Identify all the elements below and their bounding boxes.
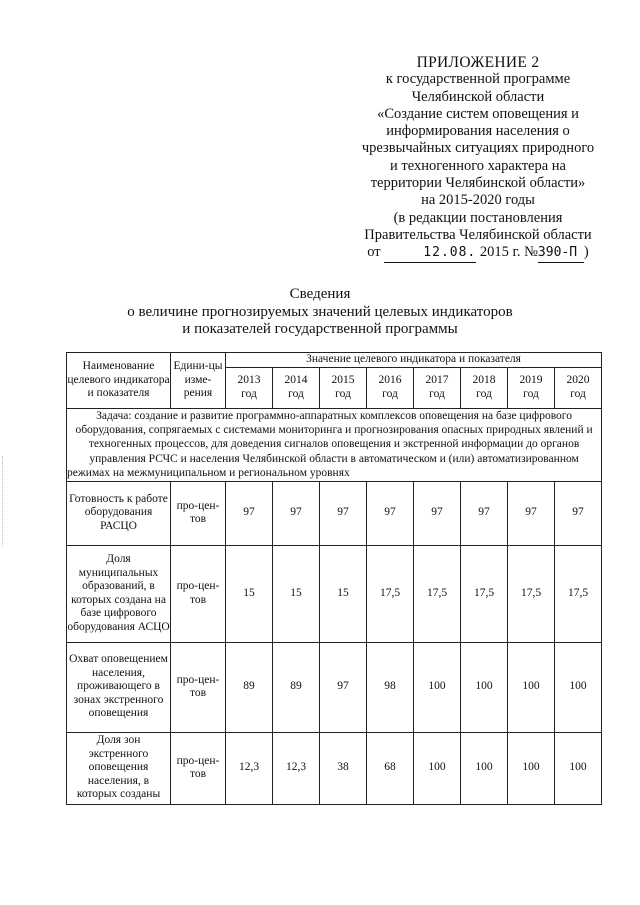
year-suffix: год xyxy=(335,387,351,400)
header-year xyxy=(555,367,602,408)
value-cell: 97 xyxy=(508,481,555,545)
value-cell: 97 xyxy=(320,642,367,732)
scan-edge-mark xyxy=(2,456,4,546)
header-year xyxy=(414,367,461,408)
value-cell: 17,5 xyxy=(555,545,602,642)
approval-prefix: от xyxy=(367,244,381,261)
appendix-title: ПРИЛОЖЕНИЕ 2 xyxy=(416,54,540,71)
approval-number: 390-П xyxy=(538,244,584,262)
indicator-unit: про-цен-тов xyxy=(171,642,226,732)
table-row xyxy=(67,642,602,732)
value-cell: 97 xyxy=(414,481,461,545)
approval-line xyxy=(328,244,628,262)
table-row xyxy=(67,545,602,642)
value-cell: 17,5 xyxy=(414,545,461,642)
value-cell: 97 xyxy=(555,481,602,545)
value-cell: 17,5 xyxy=(461,545,508,642)
year-suffix: год xyxy=(241,387,257,400)
approval-date: 12.08. xyxy=(384,244,476,262)
header-value-group: Значение целевого индикатора и показателя xyxy=(226,353,602,368)
appendix-line: (в редакции постановления xyxy=(393,209,563,226)
appendix-header xyxy=(328,54,628,263)
value-cell: 100 xyxy=(414,642,461,732)
year-number: 2016 xyxy=(378,374,402,386)
value-cell: 15 xyxy=(273,545,320,642)
value-cell: 100 xyxy=(508,642,555,732)
header-year xyxy=(226,367,273,408)
appendix-line: к государственной программе xyxy=(385,71,571,88)
value-cell: 100 xyxy=(555,642,602,732)
appendix-line: чрезвычайных ситуациях природного xyxy=(361,140,595,157)
heading-title: Сведения xyxy=(289,286,351,302)
indicator-name: Готовность к работе оборудования РАСЦО xyxy=(67,481,171,545)
value-cell: 97 xyxy=(320,481,367,545)
appendix-line: и техногенного характера на xyxy=(390,157,566,174)
value-cell: 15 xyxy=(226,545,273,642)
value-cell: 97 xyxy=(273,481,320,545)
indicator-unit: про-цен-тов xyxy=(171,481,226,545)
year-suffix: год xyxy=(288,387,304,400)
value-cell: 100 xyxy=(414,732,461,804)
appendix-line: Правительства Челябинской области xyxy=(364,226,592,243)
appendix-line: «Создание систем оповещения и xyxy=(377,105,579,122)
header-row xyxy=(67,353,602,368)
value-cell: 100 xyxy=(555,732,602,804)
value-cell: 68 xyxy=(367,732,414,804)
indicator-name: Доля муниципальных образований, в которых создана на базе цифрового оборудования АСЦО xyxy=(67,545,171,642)
header-year xyxy=(508,367,555,408)
value-cell: 97 xyxy=(226,481,273,545)
header-name: Наименование целевого индикатора и показателя xyxy=(67,353,171,409)
year-number: 2014 xyxy=(284,374,308,386)
value-cell: 89 xyxy=(273,642,320,732)
year-number: 2020 xyxy=(566,374,590,386)
header-year xyxy=(320,367,367,408)
header-year xyxy=(461,367,508,408)
appendix-line: территории Челябинской области» xyxy=(370,175,586,192)
indicators-table xyxy=(66,352,602,805)
value-cell: 17,5 xyxy=(508,545,555,642)
appendix-line: информирования населения о xyxy=(386,123,570,140)
table-row xyxy=(67,481,602,545)
task-row xyxy=(67,408,602,481)
value-cell: 89 xyxy=(226,642,273,732)
year-number: 2015 xyxy=(331,374,355,386)
heading-subtitle-1: о величине прогнозируемых значений целевых индикаторов xyxy=(127,303,513,320)
value-cell: 15 xyxy=(320,545,367,642)
value-cell: 12,3 xyxy=(273,732,320,804)
value-cell: 38 xyxy=(320,732,367,804)
heading-subtitle-2: и показателей государственной программы xyxy=(182,321,458,337)
year-suffix: год xyxy=(382,387,398,400)
value-cell: 97 xyxy=(461,481,508,545)
approval-year: 2015 г. № xyxy=(479,244,538,261)
value-cell: 100 xyxy=(461,732,508,804)
year-suffix: год xyxy=(570,387,586,400)
task-description: Задача: создание и развитие программно-аппаратных комплексов оповещения на базе цифрового оборудования, сопрягаемых с системами мониторинга и прогнозирования опасных природных явлений и техногенных процессов, для доведения сигналов оповещения и экстренной информации до органов управления РСЧС и населения Челябинской области в автоматическом и (или) автоматизированном режимах на межмуниципальном и региональном уровнях xyxy=(67,408,602,481)
value-cell: 100 xyxy=(508,732,555,804)
year-suffix: год xyxy=(476,387,492,400)
table-row xyxy=(67,732,602,804)
year-number: 2013 xyxy=(237,374,261,386)
year-suffix: год xyxy=(429,387,445,400)
year-number: 2019 xyxy=(519,374,543,386)
value-cell: 97 xyxy=(367,481,414,545)
table-heading xyxy=(0,286,640,339)
value-cell: 17,5 xyxy=(367,545,414,642)
indicator-unit: про-цен-тов xyxy=(171,732,226,804)
header-year xyxy=(367,367,414,408)
value-cell: 98 xyxy=(367,642,414,732)
appendix-line: Челябинской области xyxy=(411,88,545,105)
year-suffix: год xyxy=(523,387,539,400)
header-unit: Едини-цы изме-рения xyxy=(171,353,226,409)
appendix-line: на 2015-2020 годы xyxy=(421,192,535,209)
approval-suffix: ) xyxy=(583,244,589,261)
value-cell: 12,3 xyxy=(226,732,273,804)
indicator-name: Охват оповещением населения, проживающего в зонах экстренного оповещения xyxy=(67,642,171,732)
value-cell: 100 xyxy=(461,642,508,732)
indicator-name: Доля зон экстренного оповещения населения, в которых созданы xyxy=(67,732,171,804)
year-number: 2017 xyxy=(425,374,449,386)
header-year xyxy=(273,367,320,408)
indicator-unit: про-цен-тов xyxy=(171,545,226,642)
year-number: 2018 xyxy=(472,374,496,386)
